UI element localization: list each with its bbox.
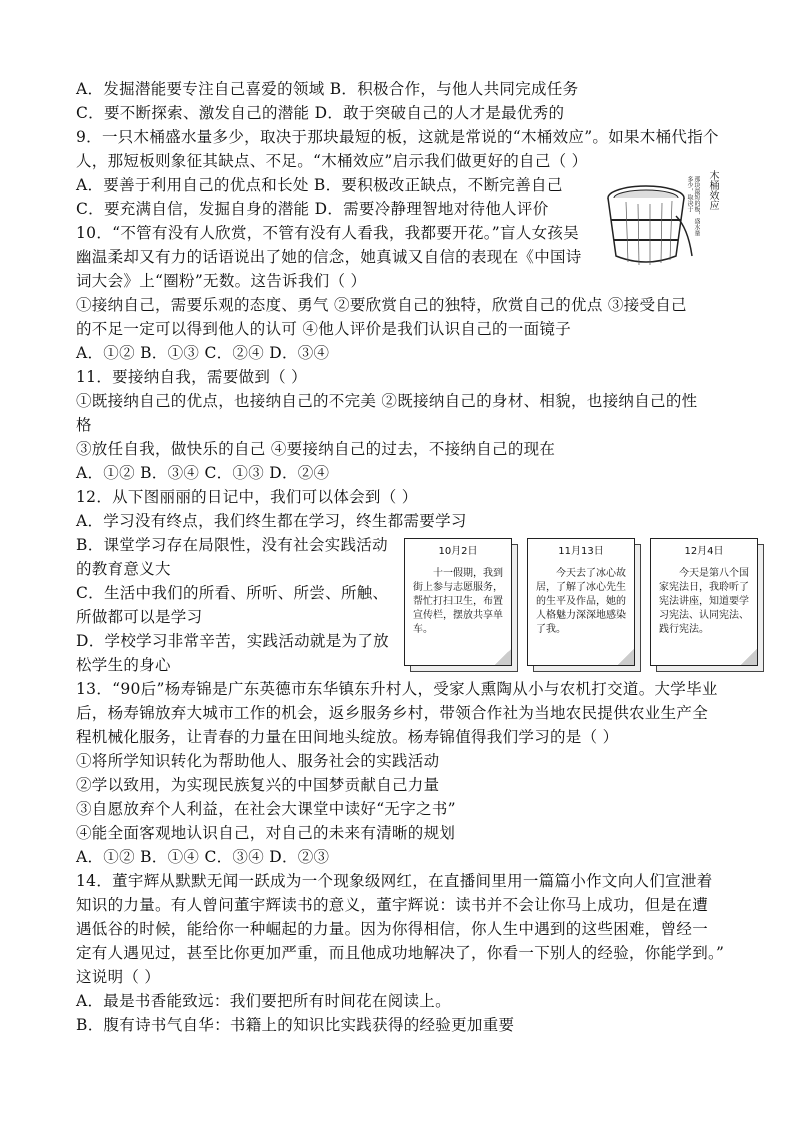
text-line: ④能全面客观地认识自己，对自己的未来有清晰的规划 [76, 824, 456, 842]
diary-card [650, 538, 758, 666]
diary-card [404, 538, 512, 666]
text-line: A．①② B．③④ C．①③ D．②④ [76, 464, 330, 482]
text-line: C．生活中我们的所看、所听、所尝、所触、 [76, 584, 389, 602]
text-line: A．学习没有终点，我们终生都在学习，终生都需要学习 [76, 512, 467, 530]
text-line: 定有人遇见过，甚至比你更加严重，而且他成功地解决了，你看一下别人的经验，你能学到。” [76, 944, 725, 962]
diary-text: 今天是第八个国家宪法日，我聆听了宪法讲座，知道要学习宪法、认同宪法、践行宪法。 [659, 568, 749, 635]
text-line: 12．从下图丽丽的日记中，我们可以体会到（ ） [76, 488, 418, 506]
text-line: ②学以致用，为实现民族复兴的中国梦贡献自己力量 [76, 776, 440, 794]
text-line: 11．要接纳自我，需要做到（ ） [76, 368, 307, 386]
diary-date: 12月4日 [684, 546, 724, 557]
text-line: 14．董宇辉从默默无闻一跃成为一个现象级网红，在直播间里用一篇篇小作文向人们宣泄着 [76, 872, 713, 890]
text-line: A．①② B．①④ C．③④ D．②③ [76, 848, 330, 866]
text-line: C．要充满自信，发掘自身的潜能 D．需要冷静理智地对待他人评价 [76, 200, 549, 218]
text-line: ③自愿放弃个人利益，在社会大课堂中读好“无字之书” [76, 800, 456, 818]
text-line: 10．“不管有没有人欣赏，不管有没有人看我，我都要开花。”盲人女孩吴 [76, 224, 580, 242]
diary-card [527, 538, 635, 666]
text-line: 人，那短板则象征其缺点、不足。“木桶效应”启示我们做更好的自己（ ） [76, 152, 588, 170]
text-line: ③放任自我，做快乐的自己 ④要接纳自己的过去，不接纳自己的现在 [76, 440, 556, 458]
text-line: 的教育意义大 [76, 560, 171, 578]
text-line: ①既接纳自己的优点，也接纳自己的不完美 ②既接纳自己的身材、相貌，也接纳自己的性 [76, 392, 698, 410]
text-line: ①将所学知识转化为帮助他人、服务社会的实践活动 [76, 752, 440, 770]
text-line: 松学生的身心 [76, 656, 171, 674]
text-line: 13．“90后”杨寿锦是广东英德市东华镇东升村人，受家人熏陶从小与农机打交道。大学毕业 [76, 680, 718, 698]
text-line: 9．一只木桶盛水量多少，取决于那块最短的板，这就是常说的“木桶效应”。如果木桶代指个 [76, 128, 719, 146]
diary-text: 今天去了冰心故居，了解了冰心先生的生平及作品，她的人格魅力深深地感染了我。 [536, 568, 626, 635]
text-line: 后，杨寿锦放弃大城市工作的机会，返乡服务乡村，带领合作社为当地农民提供农业生产全 [76, 704, 709, 722]
text-line: 知识的力量。有人曾问董宇辉读书的意义，董宇辉说：读书并不会让你马上成功，但是在遭 [76, 896, 709, 914]
barrel-title: 木桶效应 [707, 170, 718, 210]
text-line: ①接纳自己，需要乐观的态度、勇气 ②要欣赏自己的独特，欣赏自己的优点 ③接受自己 [76, 296, 687, 314]
text-line: 词大会》上“圈粉”无数。这告诉我们（ ） [76, 272, 367, 290]
barrel-illustration [606, 168, 724, 268]
text-line: 格 [76, 416, 92, 434]
text-line: B．腹有诗书气自华：书籍上的知识比实践获得的经验更加重要 [76, 1016, 515, 1034]
text-line: 程机械化服务，让青春的力量在田间地头绽放。杨寿锦值得我们学习的是（ ） [76, 728, 619, 746]
text-line: A．最是书香能致远：我们要把所有时间花在阅读上。 [76, 992, 451, 1010]
barrel-caption: 那块最短的板，盛水量多少，取决于 [686, 176, 700, 236]
text-line: C．要不断探索、激发自己的潜能 D．敢于突破自己的人才是最优秀的 [76, 104, 565, 122]
text-line: D．学校学习非常辛苦，实践活动就是为了放 [76, 632, 389, 650]
text-line: 的不足一定可以得到他人的认可 ④他人评价是我们认识自己的一面镜子 [76, 320, 572, 338]
text-line: A．①② B．①③ C．②④ D．③④ [76, 344, 330, 362]
text-line: A．发掘潜能要专注自己喜爱的领域 B．积极合作，与他人共同完成任务 [76, 80, 579, 98]
text-line: 这说明（ ） [76, 968, 161, 986]
diary-date: 10月2日 [438, 546, 478, 557]
diary-date: 11月13日 [558, 546, 604, 557]
text-line: A．要善于利用自己的优点和长处 B．要积极改正缺点，不断完善自己 [76, 176, 563, 194]
text-line: 幽温柔却又有力的话语说出了她的信念，她真诚又自信的表现在《中国诗 [76, 248, 582, 266]
text-line: 所做都可以是学习 [76, 608, 203, 626]
text-line: B．课堂学习存在局限性，没有社会实践活动 [76, 536, 388, 554]
text-line: 遇低谷的时候，能给你一种崛起的力量。因为你得相信，你人生中遇到的这些困难，曾经一 [76, 920, 709, 938]
diary-text: 十一假期，我到街上参与志愿服务，帮忙打扫卫生，布置宣传栏，摆放共享单车。 [413, 568, 503, 635]
